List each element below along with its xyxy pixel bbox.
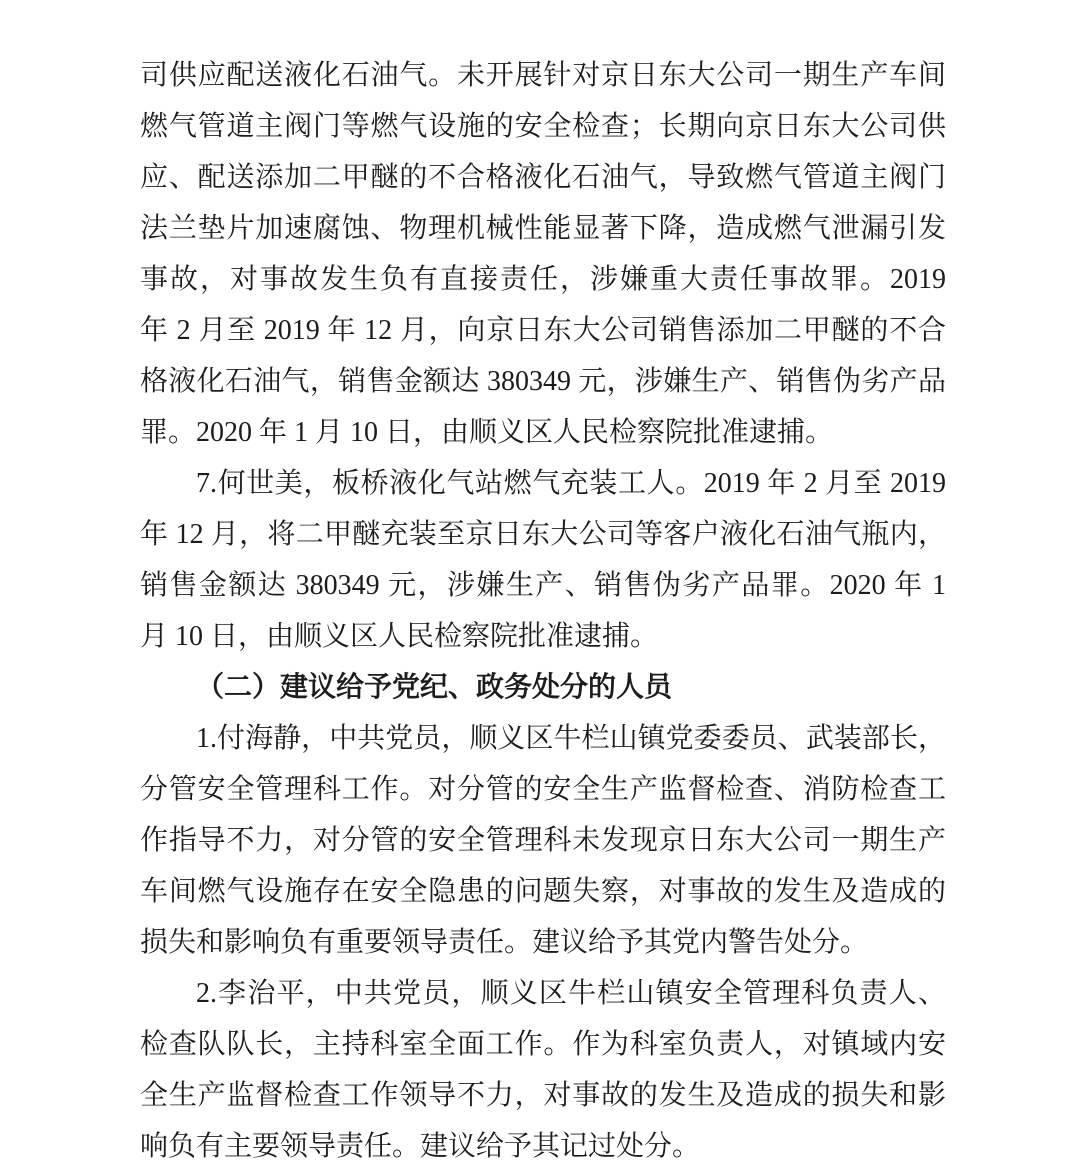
text-line: 车间燃气设施存在安全隐患的问题失察，对事故的发生及造成的 <box>140 876 946 907</box>
text-line: 检查队队长，主持科室全面工作。作为科室负责人，对镇域内安 <box>140 1029 946 1060</box>
text-line: 响负有主要领导责任。建议给予其记过处分。 <box>140 1131 701 1162</box>
text-line: 7.何世美，板桥液化气站燃气充装工人。2019 年 2 月至 2019 <box>196 468 946 499</box>
text-line: 损失和影响负有重要领导责任。建议给予其党内警告处分。 <box>140 927 869 958</box>
text-line: 2.李治平，中共党员，顺义区牛栏山镇安全管理科负责人、 <box>196 978 946 1009</box>
text-line: 法兰垫片加速腐蚀、物理机械性能显著下降，造成燃气泄漏引发 <box>140 213 946 244</box>
text-line: 罪。2020 年 1 月 10 日，由顺义区人民检察院批准逮捕。 <box>140 417 834 448</box>
text-line: 销售金额达 380349 元，涉嫌生产、销售伪劣产品罪。2020 年 1 <box>140 570 946 601</box>
text-line: 全生产监督检查工作领导不力，对事故的发生及造成的损失和影 <box>140 1080 946 1111</box>
text-line: 年 12 月，将二甲醚充装至京日东大公司等客户液化石油气瓶内， <box>140 519 946 550</box>
text-line: 应、配送添加二甲醚的不合格液化石油气，导致燃气管道主阀门 <box>140 162 946 193</box>
text-line: 事故，对事故发生负有直接责任，涉嫌重大责任事故罪。2019 <box>140 264 946 295</box>
document-body <box>140 50 946 1172</box>
text-line: 作指导不力，对分管的安全管理科未发现京日东大公司一期生产 <box>140 825 946 856</box>
text-line: 燃气管道主阀门等燃气设施的安全检查；长期向京日东大公司供 <box>140 111 946 142</box>
section-heading: （二）建议给予党纪、政务处分的人员 <box>196 672 673 703</box>
paragraph-item-1 <box>140 713 946 968</box>
text-line: 司供应配送液化石油气。未开展针对京日东大公司一期生产车间 <box>140 60 946 91</box>
text-line: 月 10 日，由顺义区人民检察院批准逮捕。 <box>140 621 659 652</box>
text-line: 年 2 月至 2019 年 12 月，向京日东大公司销售添加二甲醚的不合 <box>140 315 946 346</box>
text-line: 分管安全管理科工作。对分管的安全生产监督检查、消防检查工 <box>140 774 946 805</box>
paragraph-continuation <box>140 50 946 458</box>
text-line: 1.付海静，中共党员，顺义区牛栏山镇党委委员、武装部长， <box>196 723 946 754</box>
text-line: 格液化石油气，销售金额达 380349 元，涉嫌生产、销售伪劣产品 <box>140 366 946 397</box>
paragraph-item-2 <box>140 968 946 1172</box>
paragraph-item-7 <box>140 458 946 662</box>
